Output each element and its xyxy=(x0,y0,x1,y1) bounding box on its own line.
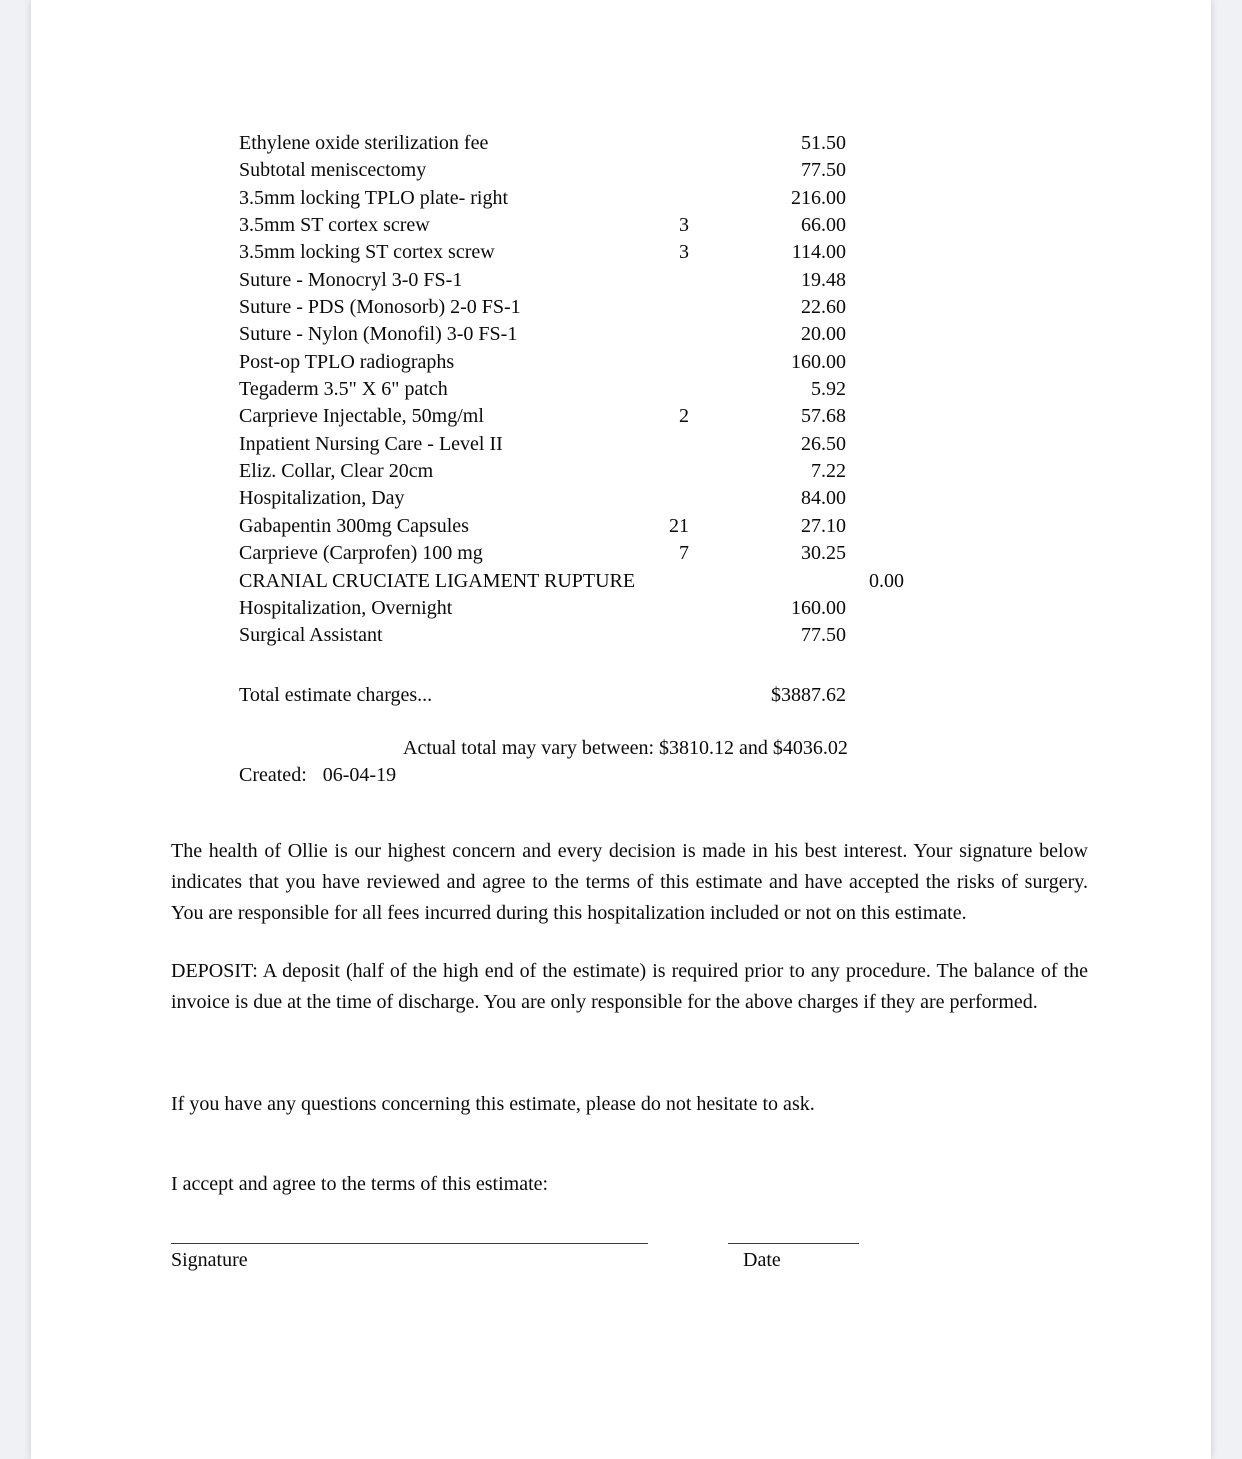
item-price: 77.50 xyxy=(801,624,846,647)
date-rule xyxy=(728,1230,859,1244)
date-label: Date xyxy=(743,1249,781,1271)
item-price: 66.00 xyxy=(801,214,846,237)
variance-note: Actual total may vary between: $3810.12 and $4036.02 xyxy=(403,737,848,759)
item-name: Surgical Assistant xyxy=(239,624,383,647)
item-name: CRANIAL CRUCIATE LIGAMENT RUPTURE xyxy=(239,569,636,592)
item-qty: 7 xyxy=(679,542,689,565)
table-row xyxy=(31,267,1211,294)
item-name: Carprieve Injectable, 50mg/ml xyxy=(239,405,484,428)
item-price: 27.10 xyxy=(801,514,846,537)
item-name: Carprieve (Carprofen) 100 mg xyxy=(239,542,483,565)
item-name: Suture - Nylon (Monofil) 3-0 FS-1 xyxy=(239,323,518,346)
item-price: 7.22 xyxy=(811,460,846,483)
item-price: 20.00 xyxy=(801,323,846,346)
item-name: Inpatient Nursing Care - Level II xyxy=(239,432,503,455)
health-paragraph: The health of Ollie is our highest concern and every decision is made in his best interest. Your signature below indicates that you have reviewed and agree to the terms of this estimate and have accepted the risks of surgery. You are responsible for all fees incurred during this hospitalization included or not on this estimate. xyxy=(171,840,1088,924)
document-page xyxy=(31,0,1211,1459)
item-name: Post-op TPLO radiographs xyxy=(239,350,455,373)
item-name: Hospitalization, Overnight xyxy=(239,596,453,619)
item-name: 3.5mm ST cortex screw xyxy=(239,214,430,237)
total-value: $3887.62 xyxy=(771,684,846,706)
created-line xyxy=(239,761,396,789)
item-price: 160.00 xyxy=(791,350,846,373)
item-qty: 21 xyxy=(669,514,689,537)
item-price: 0.00 xyxy=(869,569,904,592)
signature-rule xyxy=(171,1230,648,1244)
item-qty: 2 xyxy=(679,405,689,428)
table-row xyxy=(31,458,1211,485)
item-name: 3.5mm locking TPLO plate- right xyxy=(239,186,509,209)
table-row xyxy=(31,349,1211,376)
item-price: 160.00 xyxy=(791,596,846,619)
table-row xyxy=(31,376,1211,403)
table-row xyxy=(31,622,1211,649)
item-price: 30.25 xyxy=(801,542,846,565)
accept-paragraph: I accept and agree to the terms of this estimate: xyxy=(171,1173,549,1195)
item-qty: 3 xyxy=(679,214,689,237)
item-price: 216.00 xyxy=(791,186,846,209)
table-row xyxy=(31,540,1211,567)
estimate-line-items xyxy=(31,130,1211,650)
item-name: Suture - Monocryl 3-0 FS-1 xyxy=(239,268,463,291)
item-name: 3.5mm locking ST cortex screw xyxy=(239,241,495,264)
table-row xyxy=(31,431,1211,458)
item-price: 57.68 xyxy=(801,405,846,428)
item-price: 77.50 xyxy=(801,159,846,182)
table-row xyxy=(31,595,1211,622)
signature-label: Signature xyxy=(171,1249,248,1271)
deposit-paragraph: DEPOSIT: A deposit (half of the high end of the estimate) is required prior to any procedure. The balance of the invoice is due at the time of discharge. You are only responsible for the above charges if they are performed. xyxy=(171,960,1088,1013)
created-label: Created: xyxy=(239,764,307,786)
table-row xyxy=(31,485,1211,512)
table-row xyxy=(31,321,1211,348)
table-row xyxy=(31,239,1211,266)
item-price: 19.48 xyxy=(801,268,846,291)
item-price: 22.60 xyxy=(801,296,846,319)
item-name: Subtotal meniscectomy xyxy=(239,159,427,182)
table-row xyxy=(31,212,1211,239)
created-date: 06-04-19 xyxy=(322,764,397,786)
item-name: Hospitalization, Day xyxy=(239,487,405,510)
table-row xyxy=(31,185,1211,212)
item-name: Suture - PDS (Monosorb) 2-0 FS-1 xyxy=(239,296,521,319)
questions-paragraph: If you have any questions concerning this estimate, please do not hesitate to ask. xyxy=(171,1093,815,1115)
table-row xyxy=(31,130,1211,157)
item-price: 5.92 xyxy=(811,378,846,401)
item-price: 51.50 xyxy=(801,132,846,154)
item-price: 26.50 xyxy=(801,432,846,455)
item-name: Tegaderm 3.5" X 6" patch xyxy=(239,378,448,401)
total-label: Total estimate charges... xyxy=(239,684,433,706)
item-name: Eliz. Collar, Clear 20cm xyxy=(239,460,434,483)
item-name: Ethylene oxide sterilization fee xyxy=(239,132,489,154)
table-row xyxy=(31,513,1211,540)
item-name: Gabapentin 300mg Capsules xyxy=(239,514,469,537)
table-row xyxy=(31,403,1211,430)
table-row xyxy=(31,294,1211,321)
table-row xyxy=(31,157,1211,184)
total-row xyxy=(31,681,1211,709)
item-qty: 3 xyxy=(679,241,689,264)
table-row xyxy=(31,568,1211,595)
item-price: 114.00 xyxy=(791,241,846,264)
item-price: 84.00 xyxy=(801,487,846,510)
